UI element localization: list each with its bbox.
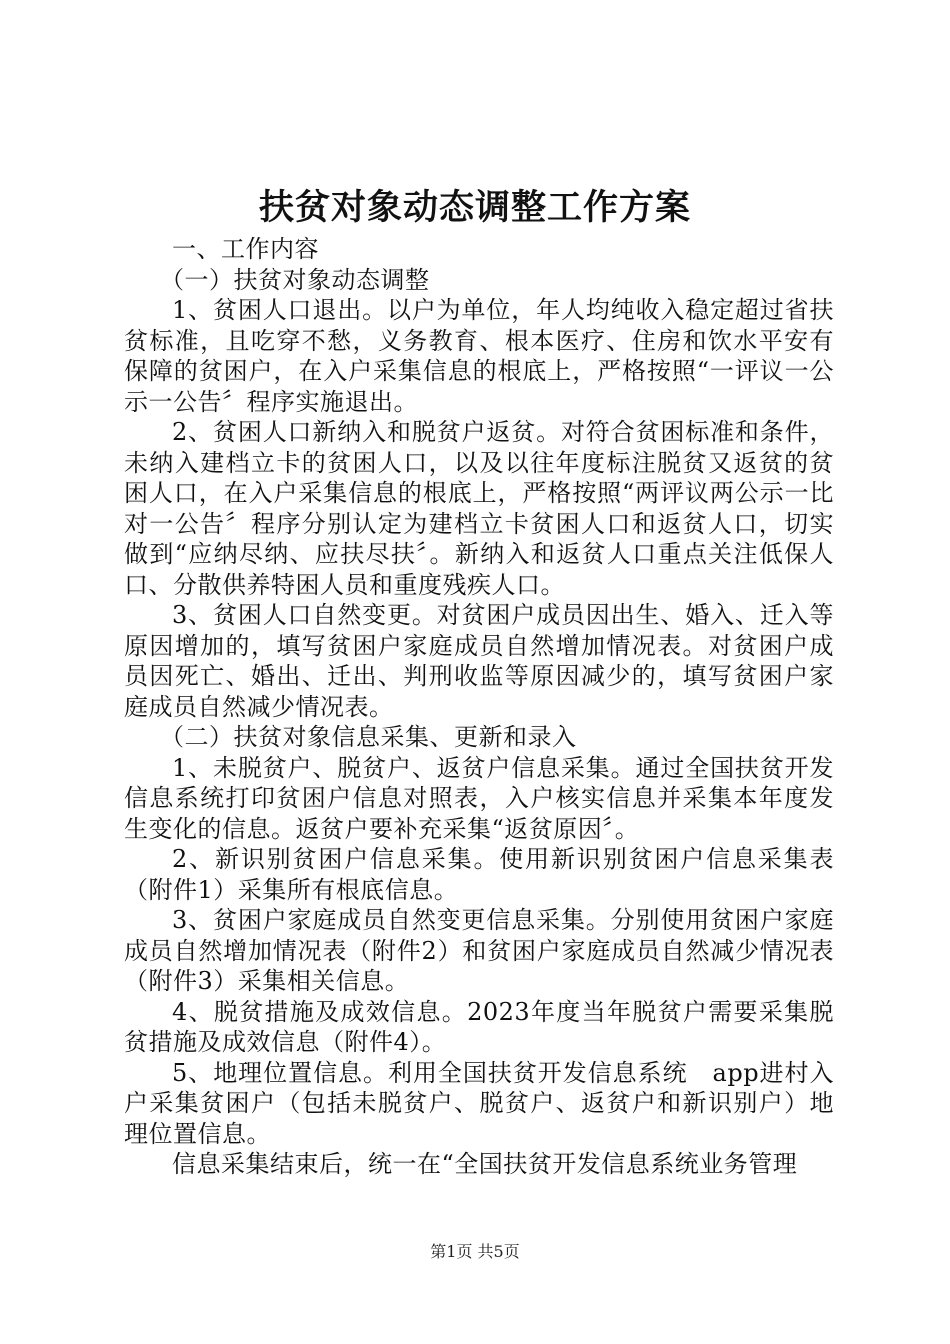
paragraph: 2、贫困人口新纳入和脱贫户返贫。对符合贫困标准和条件，未纳入建档立卡的贫困人口，以及以往年度标注脱贫又返贫的贫困人口，在入户采集信息的根底上，严格按照“两评议两公示一比对一公告〞程序分别认定为建档立卡贫困人口和返贫人口，切实做到“应纳尽纳、应扶尽扶〞。新纳入和返贫人口重点关注低保人口、分散供养特困人员和重度残疾人口。 xyxy=(124,418,834,599)
paragraph: 1、未脱贫户、脱贫户、返贫户信息采集。通过全国扶贫开发信息系统打印贫困户信息对照表，入户核实信息并采集本年度发生变化的信息。返贫户要补充采集“返贫原因〞。 xyxy=(124,753,834,843)
paragraph: 2、新识别贫困户信息采集。使用新识别贫困户信息采集表（附件1）采集所有根底信息。 xyxy=(124,845,834,904)
document-body xyxy=(124,234,834,1180)
section-heading: 一、工作内容 xyxy=(172,235,319,263)
paragraph: 5、地理位置信息。利用全国扶贫开发信息系统 app进村入户采集贫困户（包括未脱贫户、脱贫户、返贫户和新识别户）地理位置信息。 xyxy=(124,1058,834,1148)
paragraph: 1、贫困人口退出。以户为单位，年人均纯收入稳定超过省扶贫标准，且吃穿不愁，义务教育、根本医疗、住房和饮水平安有保障的贫困户，在入户采集信息的根底上，严格按照“一评议一公示一公告〞程序实施退出。 xyxy=(124,296,834,416)
subsection-heading: （一）扶贫对象动态调整 xyxy=(160,265,430,294)
paragraph: 4、脱贫措施及成效信息。2023年度当年脱贫户需要采集脱贫措施及成效信息（附件4）。 xyxy=(124,997,834,1056)
paragraph: 信息采集结束后，统一在“全国扶贫开发信息系统业务管理 xyxy=(172,1150,798,1178)
paragraph: 3、贫困人口自然变更。对贫困户成员因出生、婚入、迁入等原因增加的，填写贫困户家庭成员自然增加情况表。对贫困户成员因死亡、婚出、迁出、判刑收监等原因减少的，填写贫困户家庭成员自然减少情况表。 xyxy=(124,601,834,721)
paragraph: 3、贫困户家庭成员自然变更信息采集。分别使用贫困户家庭成员自然增加情况表（附件2）和贫困户家庭成员自然减少情况表（附件3）采集相关信息。 xyxy=(124,906,834,995)
page-number-footer: 第1页 共5页 xyxy=(430,1242,520,1261)
document-title: 扶贫对象动态调整工作方案 xyxy=(258,187,691,228)
subsection-heading: （二）扶贫对象信息采集、更新和录入 xyxy=(160,723,577,751)
